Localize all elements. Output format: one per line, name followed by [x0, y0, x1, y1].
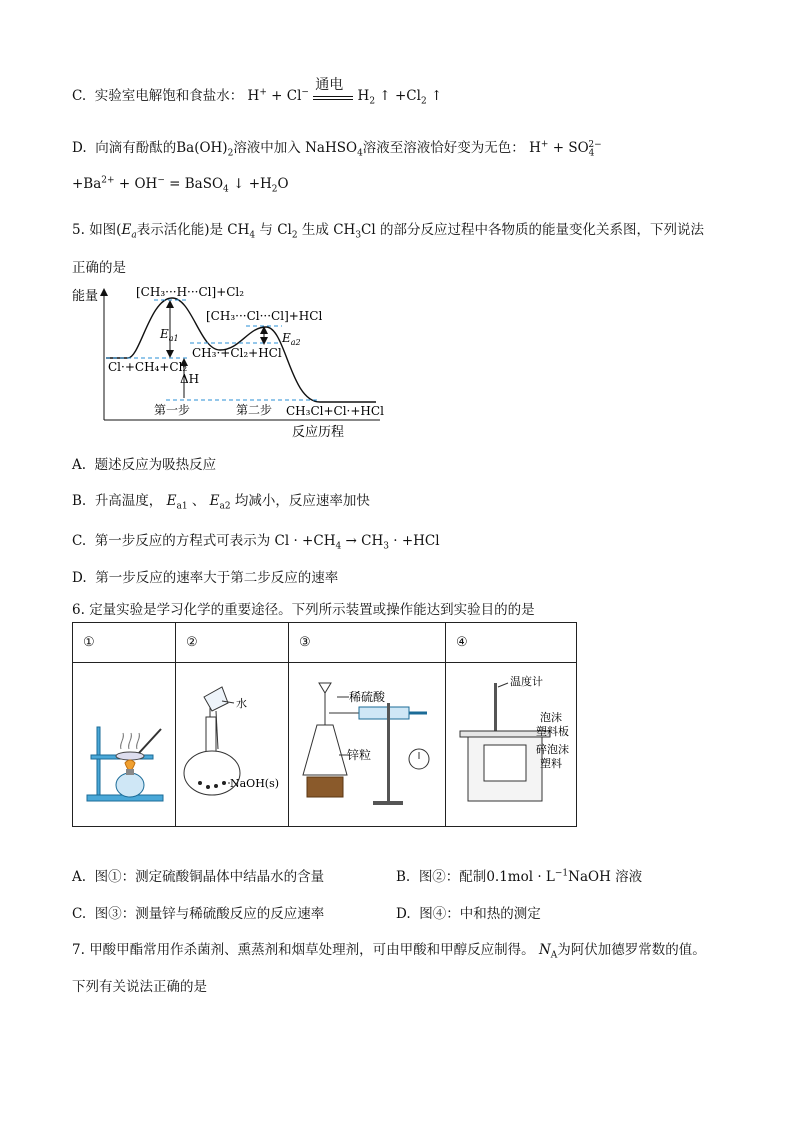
- question-5-stem-cont: 正确的是: [72, 260, 126, 276]
- start-label: Cl·+CH₄+Cl₂: [108, 360, 188, 374]
- mid-label: CH₃·+Cl₂+HCl: [192, 346, 282, 360]
- inner-beaker: [484, 745, 526, 781]
- q6-option-c[interactable]: C. 图③：测量锌与稀硫酸反应的反应速率: [72, 906, 325, 922]
- wood-block: [307, 777, 343, 797]
- calorimeter-apparatus: [446, 663, 576, 822]
- q5-option-c[interactable]: C. 第一步反应的方程式可表示为 $Cl \cdot +CH_4 \to CH_3 \cdot +HCl$: [72, 533, 440, 552]
- conical-flask: [303, 725, 347, 775]
- apparatus-3: [289, 663, 446, 827]
- q6-option-d[interactable]: D. 图④：中和热的测定: [396, 906, 541, 922]
- q5-option-b[interactable]: B. 升高温度， $E_{a1}$ 、 $E_{a2}$ 均减小，反应速率加快: [72, 493, 370, 512]
- question-7-stem: 7. 甲酸甲酯常用作杀菌剂、熏蒸剂和烟草处理剂，可由甲酸和甲醇反应制得。 $N_A$为阿伏加德罗常数的值。: [72, 942, 706, 961]
- foam-label-3: 碎泡沫: [536, 743, 569, 756]
- electrolysis-arrow: 通电: [313, 88, 353, 100]
- zinc-label: 锌粒: [347, 748, 372, 762]
- option-d-neutralization: D. 向滴有酚酞的$Ba(OH)_2$溶液中加入 NaHSO$_4$溶液至溶液恰好变为无色： $H^+ + SO_4^{2-}$: [72, 139, 602, 159]
- evaporating-dish-apparatus: [73, 663, 175, 822]
- header-2: ②: [176, 623, 289, 663]
- thermometer-label: 温度计: [510, 675, 543, 688]
- question-6-stem: 6. 定量实验是学习化学的重要途径。下列所示装置或操作能达到实验目的的是: [72, 602, 535, 618]
- header-4: ④: [446, 623, 577, 663]
- beaker: [204, 687, 228, 711]
- apparatus-table: [72, 622, 577, 827]
- volumetric-flask-apparatus: [176, 663, 288, 822]
- acid-label: 稀硫酸: [349, 690, 386, 704]
- ts1-label: [CH₃···H···Cl]+Cl₂: [136, 285, 245, 299]
- header-3: ③: [289, 623, 446, 663]
- apparatus-1: [73, 663, 176, 827]
- ea2-label: $E_{a2}$: [282, 331, 301, 347]
- question-5-stem: 5. 如图($E_a$表示活化能)是 $CH_4$ 与 $Cl_2$ 生成 $CH_3Cl$ 的部分反应过程中各物质的能量变化关系图，下列说法: [72, 222, 704, 241]
- dh-label: ΔH: [180, 372, 200, 386]
- ts2-label: [CH₃···Cl···Cl]+HCl: [206, 309, 323, 323]
- step1-label: 第一步: [154, 403, 191, 417]
- naoh-label: NaOH(s): [230, 777, 280, 790]
- apparatus-2: [176, 663, 289, 827]
- funnel: [319, 683, 331, 693]
- end-label: CH₃Cl+Cl·+HCl: [286, 404, 384, 418]
- alcohol-lamp: [116, 773, 144, 797]
- q6-option-a[interactable]: A. 图①：测定硫酸铜晶体中结晶水的含量: [72, 869, 325, 885]
- q5-option-d[interactable]: D. 第一步反应的速率大于第二步反应的速率: [72, 570, 339, 586]
- option-d-equation-cont: $+Ba^{2+} + OH^-$ = BaSO$_4$ ↓ $+H_2O$: [72, 175, 289, 195]
- header-1: ①: [73, 623, 176, 663]
- q5-option-a[interactable]: A. 题述反应为吸热反应: [72, 457, 217, 473]
- stand-rod: [387, 703, 390, 803]
- question-7-stem-cont: 下列有关说法正确的是: [72, 979, 207, 995]
- option-c-electrolysis: C. 实验室电解饱和食盐水： H+ + Cl− 通电 $H_2$ ↑ $+Cl_2$ ↑: [72, 77, 443, 107]
- ea1-label: $E_{a1}$: [160, 327, 179, 343]
- steam: [121, 733, 140, 749]
- equation-electrolysis: H+ + Cl− 通电 $H_2$ ↑ $+Cl_2$ ↑: [247, 77, 443, 107]
- gas-syringe-apparatus: [289, 663, 445, 822]
- apparatus-4: [446, 663, 577, 827]
- q6-option-b[interactable]: B. 图②：配制$0.1mol \cdot L^{-1}NaOH$ 溶液: [396, 868, 643, 885]
- water-label: 水: [236, 697, 247, 710]
- foam-label-4: 塑料: [540, 757, 562, 770]
- x-axis-label: 反应历程: [292, 425, 345, 440]
- step2-label: 第二步: [236, 403, 273, 417]
- syringe: [359, 707, 409, 719]
- foam-label-2: 塑料板: [536, 725, 569, 738]
- y-axis-label: 能量: [72, 289, 99, 304]
- glass-rod: [139, 729, 161, 753]
- stand-rod: [97, 727, 100, 795]
- energy-diagram: [70, 280, 400, 445]
- option-c-text: 实验室电解饱和食盐水：: [94, 88, 244, 104]
- foam-label-1: 泡沫: [540, 711, 562, 724]
